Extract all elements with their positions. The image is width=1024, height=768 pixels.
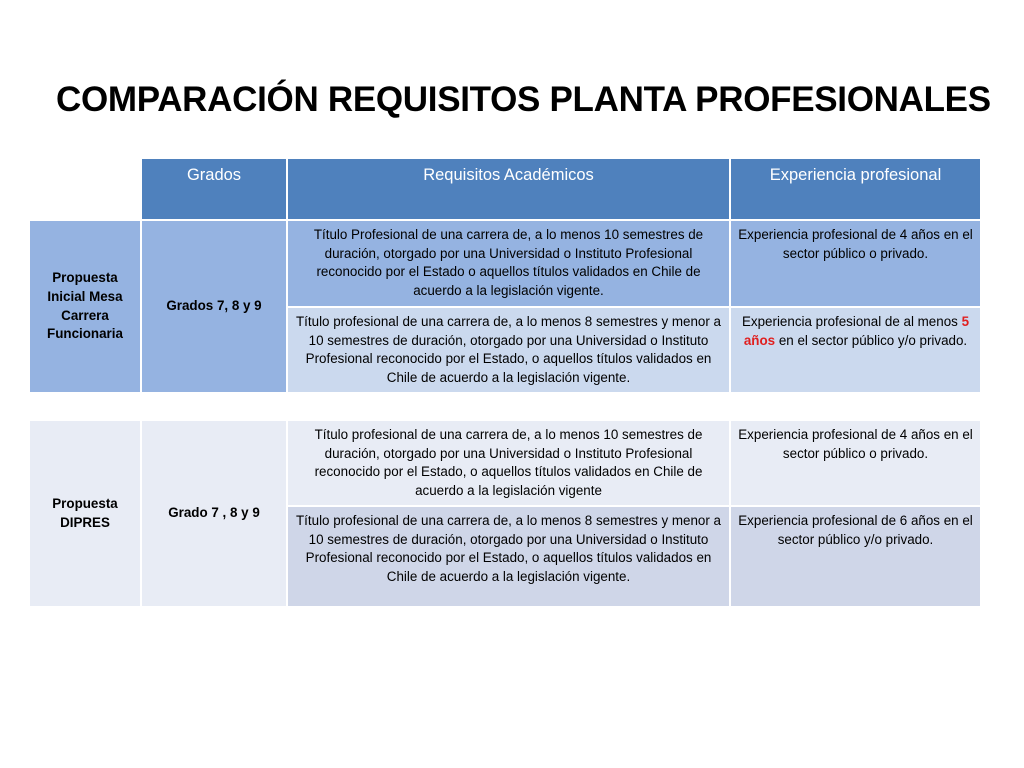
requisitos-cell: Título profesional de una carrera de, a lo menos 8 semestres y menor a 10 semestres de duración, otorgado por una Universidad o Instituto Profesional reconocido por el Estado, o aquellos títulos validados en Chile de acuerdo a la legislación vigente. [287, 506, 730, 607]
row-label: Propuesta DIPRES [29, 420, 141, 607]
header-requisitos: Requisitos Académicos [287, 158, 730, 220]
requisitos-cell: Título Profesional de una carrera de, a lo menos 10 semestres de duración, otorgado por una Universidad o Instituto Profesional reconocido por el Estado o aquellos títulos validados en Chile de acuerdo a la legislación vigente. [287, 220, 730, 307]
header-row [141, 158, 981, 220]
row-label: Propuesta Inicial Mesa Carrera Funcionaria [29, 220, 141, 393]
table-row [29, 220, 981, 307]
grados-cell: Grados 7, 8 y 9 [141, 220, 287, 393]
requisitos-cell: Título profesional de una carrera de, a lo menos 10 semestres de duración, otorgado por una Universidad o Instituto Profesional reconocido por el Estado, o aquellos títulos validados en Chile de acuerdo a la legislación vigente [287, 420, 730, 506]
experiencia-cell: Experiencia profesional de 4 años en el sector público o privado. [730, 420, 981, 506]
header-experiencia: Experiencia profesional [730, 158, 981, 220]
experiencia-cell: Experiencia profesional de 6 años en el sector público y/o privado. [730, 506, 981, 607]
header-grados: Grados [141, 158, 287, 220]
slide-title: COMPARACIÓN REQUISITOS PLANTA PROFESIONALES [56, 80, 991, 119]
experiencia-text-post: en el sector público y/o privado. [775, 332, 968, 348]
grados-cell: Grado 7 , 8 y 9 [141, 420, 287, 607]
section-propuesta-dipres [28, 419, 982, 608]
section-propuesta-inicial [28, 219, 982, 394]
header-table [140, 157, 982, 221]
experiencia-highlight: 5 años [743, 314, 970, 348]
experiencia-text-pre: Experiencia profesional de al menos [741, 314, 962, 329]
requisitos-cell: Título profesional de una carrera de, a lo menos 8 semestres y menor a 10 semestres de duración, otorgado por una Universidad o Instituto Profesional reconocido por el Estado, o aquellos títulos validados en Chile de acuerdo a la legislación vigente. [287, 307, 730, 393]
experiencia-cell: Experiencia profesional de 4 años en el sector público o privado. [730, 220, 981, 307]
experiencia-cell [730, 307, 981, 393]
table-row [29, 420, 981, 506]
